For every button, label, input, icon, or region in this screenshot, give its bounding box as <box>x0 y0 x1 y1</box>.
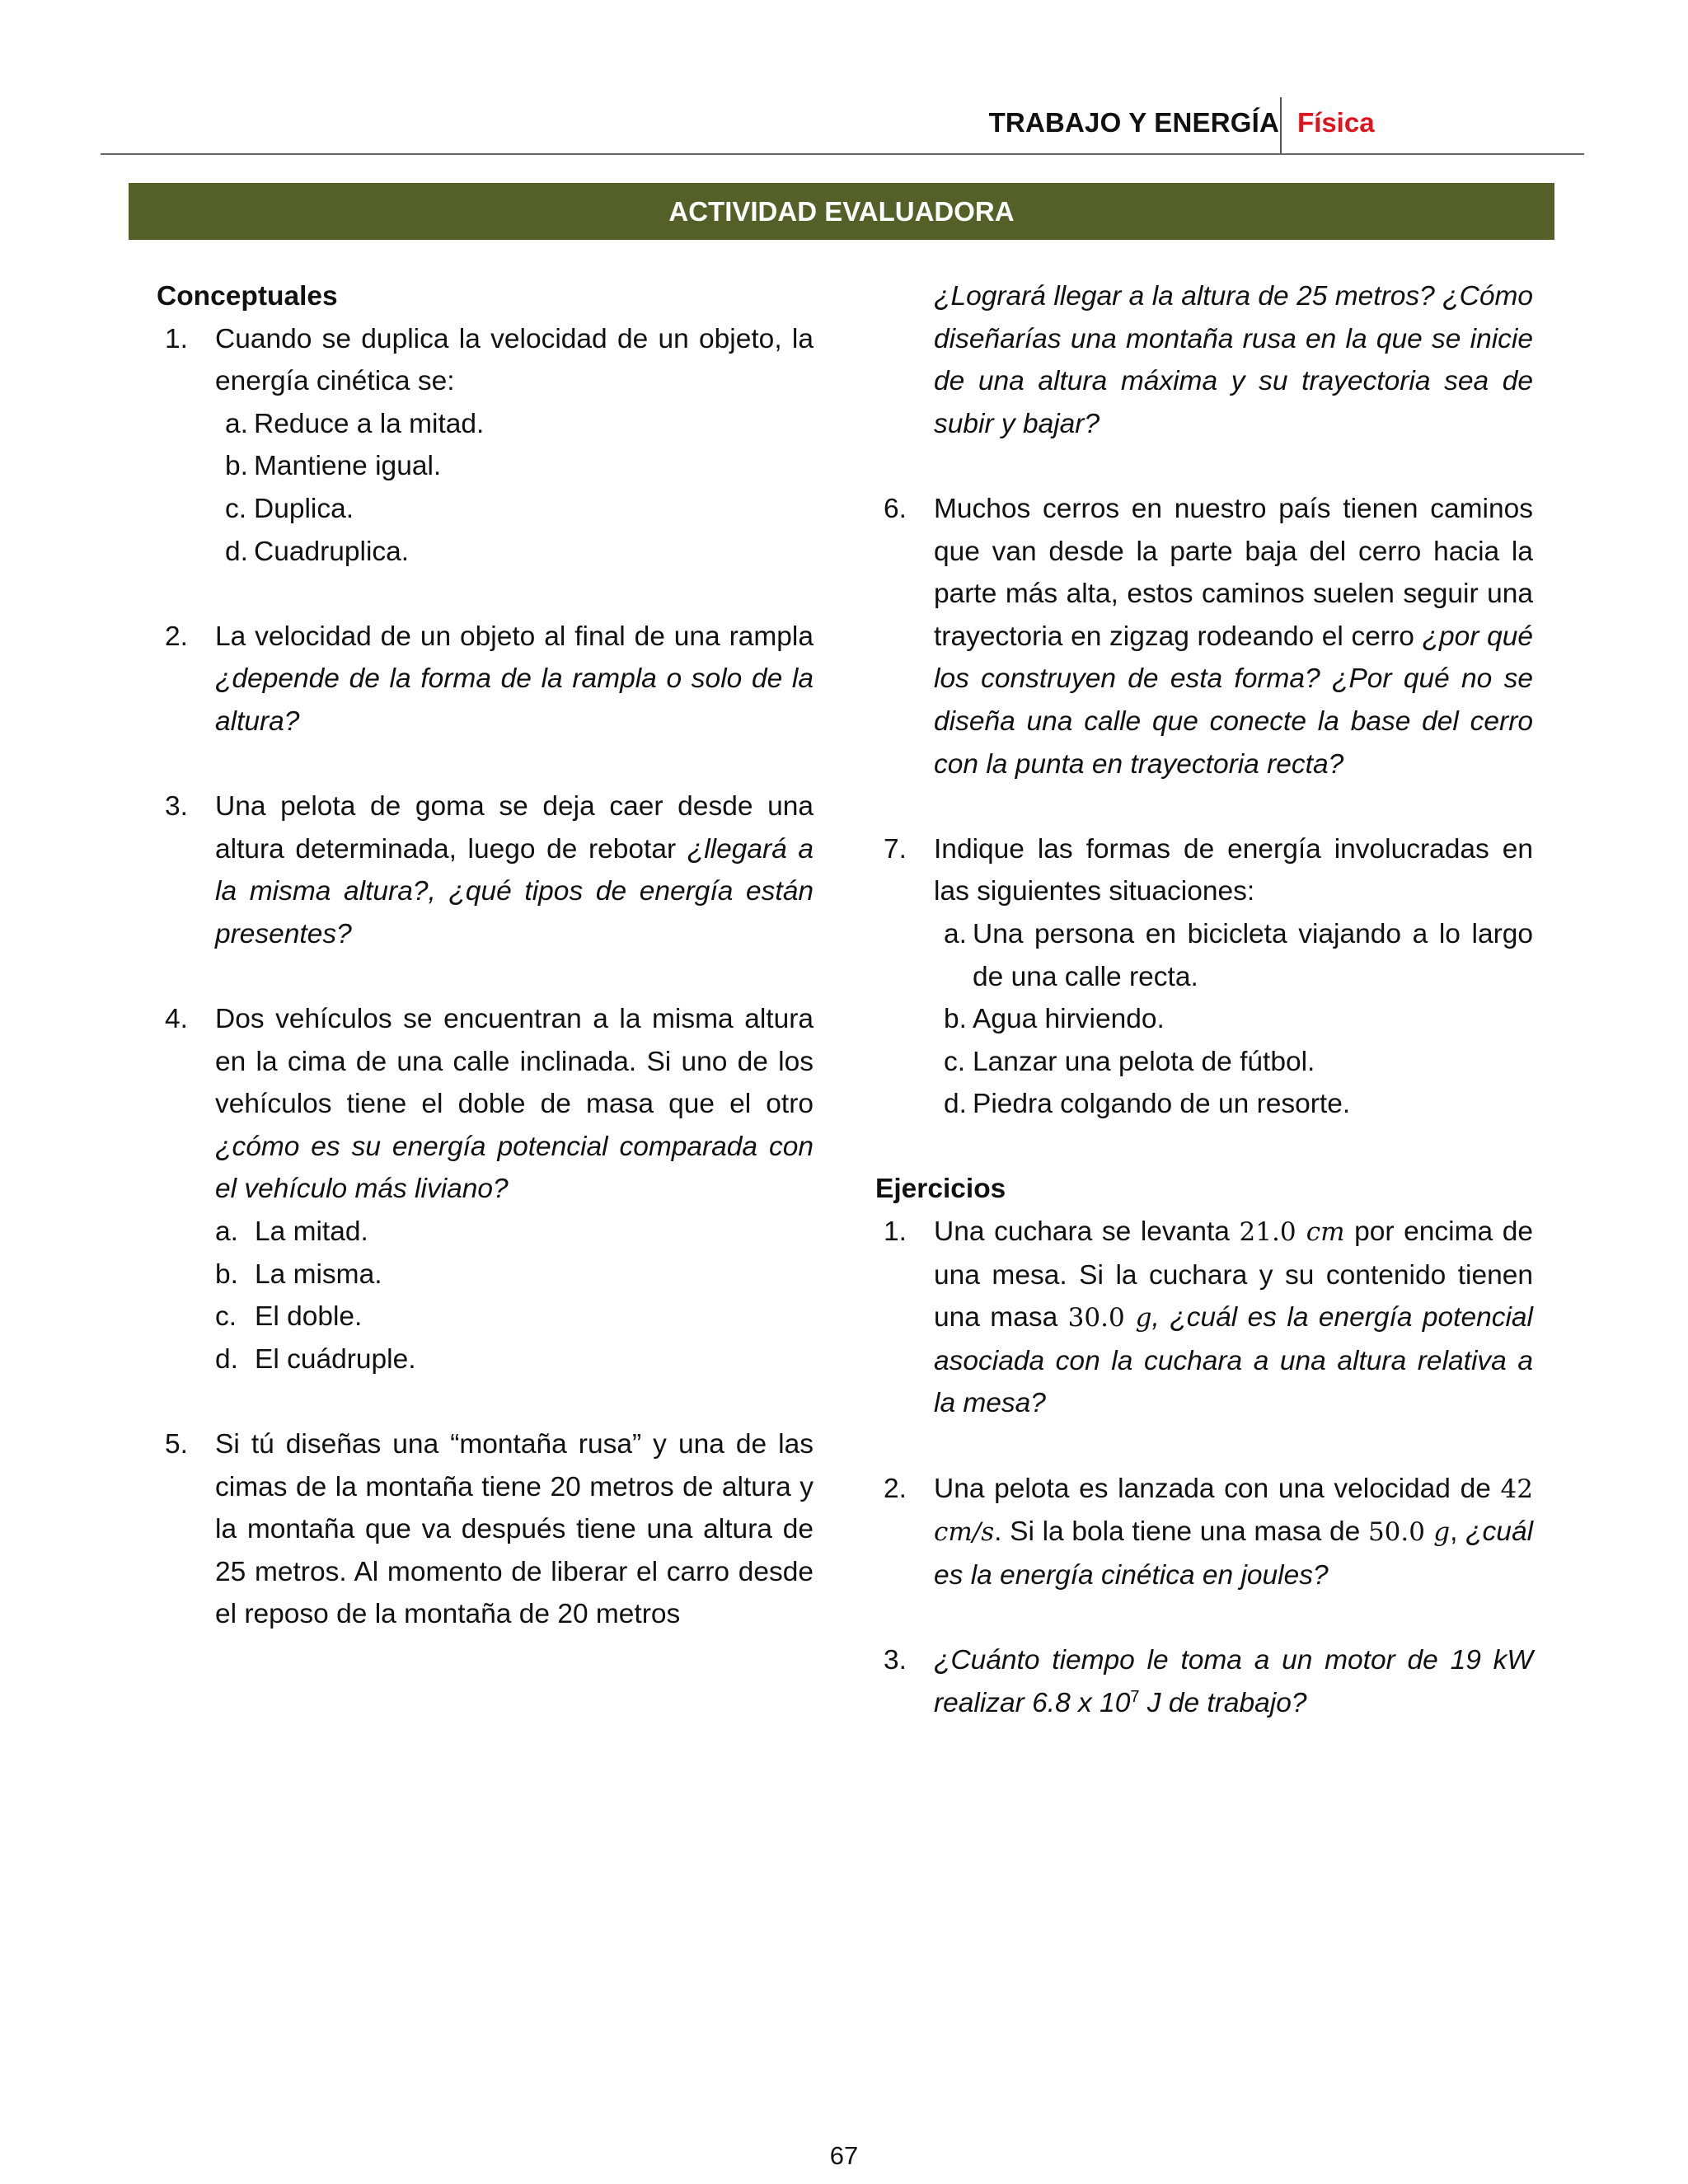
option <box>934 1041 1533 1084</box>
option <box>215 531 814 574</box>
question-3 <box>157 785 814 955</box>
question-7-options <box>934 913 1533 1126</box>
option <box>215 488 814 531</box>
question-text: Indique las formas de energía involucradas en las siguientes situaciones: <box>934 833 1533 907</box>
option-letter: b. <box>944 1004 967 1035</box>
quantity-unit: cm <box>1306 1217 1345 1248</box>
quantity-value: 30.0 <box>1067 1303 1125 1333</box>
page-number: 67 <box>829 2141 859 2170</box>
question-5 <box>157 1423 814 1636</box>
quantity-value: 21.0 <box>1239 1217 1296 1248</box>
option-letter: b. <box>225 451 248 482</box>
exercise-number: 1. <box>884 1216 907 1248</box>
option-letter: d. <box>225 536 248 567</box>
exercise-text: , <box>1450 1516 1458 1548</box>
option <box>215 1211 814 1254</box>
option-text: Duplica. <box>254 493 354 524</box>
option-text: Reduce a la mitad. <box>254 408 485 439</box>
left-column <box>157 275 814 1636</box>
question-text: Muchos cerros en nuestro país tienen caminos que van desde la parte baja del cerro hacia la parte más alta, estos caminos suelen seguir una trayectoria en zigzag rodeando el cerro <box>934 493 1533 652</box>
question-text: Dos vehículos se encuentran a la misma altura en la cima de una calle inclinada. Si uno de los vehículos tiene el doble de masa que el otro <box>215 1004 814 1120</box>
option-text: La misma. <box>255 1258 382 1290</box>
option-text: La mitad. <box>255 1216 368 1248</box>
option-text: Piedra colgando de un resorte. <box>973 1089 1351 1120</box>
section-title-conceptuales: Conceptuales <box>157 281 338 312</box>
option <box>934 1083 1533 1126</box>
option-letter: b. <box>215 1258 238 1290</box>
option-text: Agua hirviendo. <box>973 1004 1165 1035</box>
option <box>215 445 814 488</box>
option-letter: c. <box>944 1046 966 1077</box>
quantity-unit: g <box>1135 1303 1152 1333</box>
exponent: 7 <box>1130 1687 1140 1706</box>
exercise-italic-text: J de trabajo? <box>1139 1687 1307 1718</box>
option <box>934 913 1533 998</box>
question-number: 3. <box>165 791 188 823</box>
question-italic-text: ¿depende de la forma de la rampla o solo de la altura? <box>215 663 814 737</box>
exercise-quantity <box>1240 1217 1345 1247</box>
question-text: Una pelota de goma se deja caer desde una altura determinada, luego de rebotar <box>215 791 814 865</box>
question-4-options <box>215 1211 814 1380</box>
question-1-options <box>215 403 814 573</box>
question-text: La velocidad de un objeto al final de una rampla <box>215 621 814 652</box>
exercise-text: Una pelota es lanzada con una velocidad de <box>934 1473 1491 1504</box>
page-header <box>0 97 1688 155</box>
question-number: 4. <box>165 1004 188 1035</box>
exercise-number: 2. <box>884 1473 907 1504</box>
option <box>215 1338 814 1381</box>
option-text: El cuádruple. <box>255 1343 416 1375</box>
right-column <box>875 275 1533 1724</box>
option-text: Mantiene igual. <box>254 451 442 482</box>
activity-banner: ACTIVIDAD EVALUADORA <box>129 183 1554 240</box>
exercise-3 <box>875 1639 1533 1724</box>
exercise-2 <box>875 1468 1533 1597</box>
exercise-italic-text: ¿cuál es la energía cinética en joules? <box>934 1516 1534 1591</box>
quantity-value: 50.0 <box>1367 1517 1425 1548</box>
option-text: Lanzar una pelota de fútbol. <box>973 1046 1315 1077</box>
quantity-unit: g <box>1433 1517 1451 1548</box>
question-1 <box>157 318 814 403</box>
question-6 <box>875 488 1533 785</box>
question-text: Si tú diseñas una “montaña rusa” y una de las cimas de la montaña tiene 20 metros de altura y la montaña que va después tiene una altura de 25 metros. Al momento de liberar el carro desde el reposo de la montaña de 20 metros <box>215 1429 814 1630</box>
option-letter: a. <box>215 1216 238 1248</box>
option-text: Cuadruplica. <box>254 536 410 567</box>
exercise-text: . Si la bola tiene una masa de <box>994 1516 1361 1548</box>
option-letter: d. <box>215 1343 238 1375</box>
exercise-number: 3. <box>884 1645 907 1675</box>
header-subject: Física <box>1297 107 1375 138</box>
exercise-italic-text: , ¿cuál es la energía potencial asociada con la cuchara a una altura relativa a la mesa? <box>934 1302 1533 1419</box>
question-italic-text: ¿llegará a la misma altura?, ¿qué tipos de energía están presentes? <box>215 833 814 949</box>
option-text: El doble. <box>255 1301 363 1333</box>
exercise-1 <box>875 1211 1533 1425</box>
option <box>215 1254 814 1296</box>
question-number: 2. <box>165 621 188 652</box>
option <box>215 1296 814 1338</box>
question-5-continuation: ¿Logrará llegar a la altura de 25 metros? ¿Cómo diseñarías una montaña rusa en la que se inicie de una altura máxima y su trayectoria sea de subir y bajar? <box>934 281 1533 439</box>
exercise-italic-text: ¿Cuánto tiempo le toma a un motor de 19 kW realizar 6.8 x 10 <box>934 1645 1533 1718</box>
header-rule <box>101 153 1584 155</box>
option-letter: a. <box>225 408 248 439</box>
option-text: Una persona en bicicleta viajando a lo largo de una calle recta. <box>973 918 1533 992</box>
question-number: 6. <box>884 493 907 524</box>
question-italic-text: ¿por qué los construyen de esta forma? ¿Por qué no se diseña una calle que conecte la base del cerro con la punta en trayectoria recta? <box>934 621 1533 780</box>
option-letter: a. <box>944 918 967 949</box>
header-divider <box>1280 97 1282 155</box>
quantity-value: 42 <box>1500 1474 1533 1504</box>
exercise-text: Una cuchara se levanta <box>934 1216 1230 1248</box>
option-letter: c. <box>225 493 247 524</box>
question-2 <box>157 616 814 743</box>
exercise-text: por encima de una mesa. Si la cuchara y su contenido tienen una masa <box>934 1216 1534 1333</box>
exercise-quantity <box>1068 1303 1152 1333</box>
question-number: 7. <box>884 833 907 865</box>
question-number: 1. <box>165 323 188 354</box>
question-4 <box>157 998 814 1211</box>
option <box>215 403 814 446</box>
header-title: TRABAJO Y ENERGÍA <box>988 107 1279 138</box>
exercise-quantity <box>1368 1517 1450 1547</box>
question-text: Cuando se duplica la velocidad de un objeto, la energía cinética se: <box>215 323 814 397</box>
question-7 <box>875 828 1533 913</box>
section-title-ejercicios: Ejercicios <box>875 1174 1006 1205</box>
option-letter: d. <box>944 1089 967 1120</box>
option-letter: c. <box>215 1301 237 1333</box>
quantity-unit: cm/s <box>934 1517 995 1548</box>
option <box>934 998 1533 1041</box>
question-number: 5. <box>165 1429 188 1460</box>
question-italic-text: ¿cómo es su energía potencial comparada con el vehículo más liviano? <box>215 1131 814 1205</box>
